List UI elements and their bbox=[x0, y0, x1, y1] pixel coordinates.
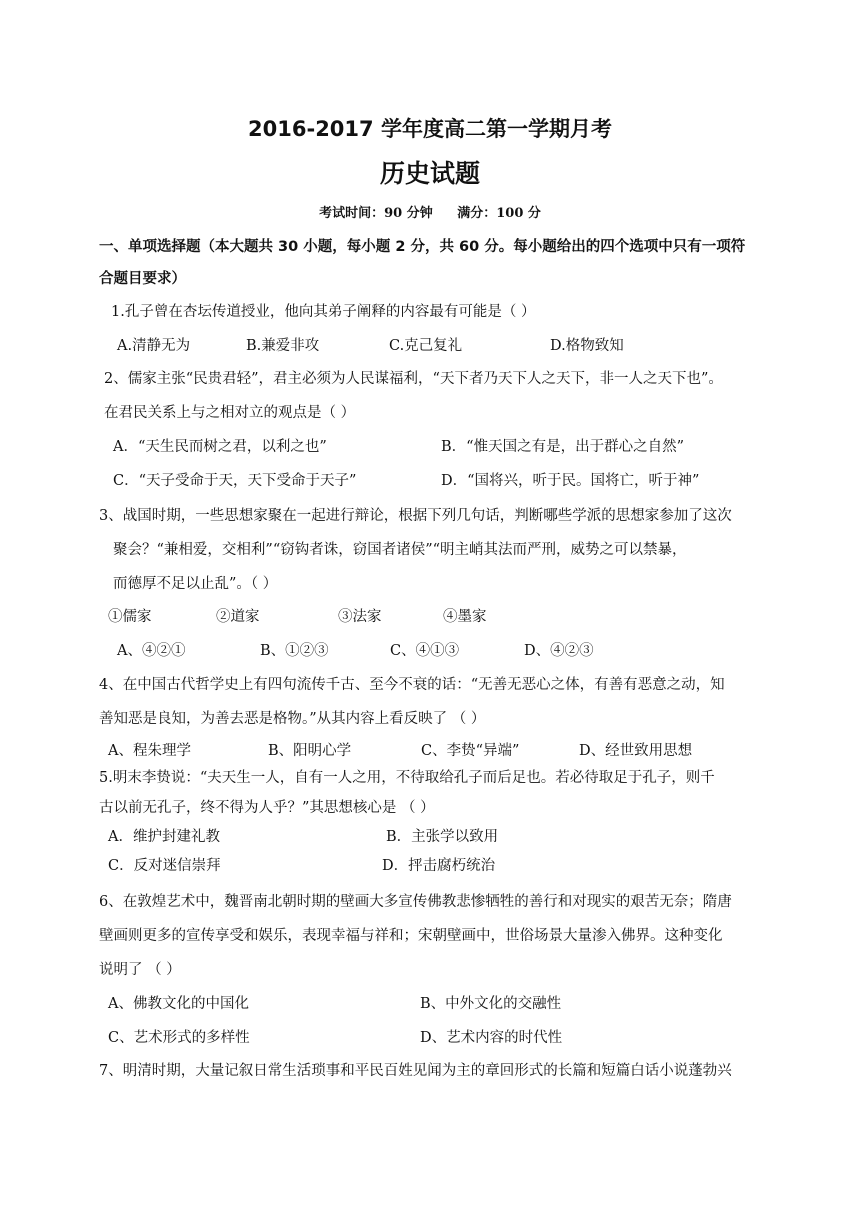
q2-option-b: B．“惟天国之有是，出于群心之自然” bbox=[441, 439, 684, 455]
exam-title: 2016-2017 学年度高二第一学期月考 bbox=[248, 117, 612, 141]
question-5-stem-cont: 古以前无孔子，终不得为人乎？”其思想核心是 （ ） bbox=[99, 800, 435, 816]
exam-info bbox=[0, 202, 860, 221]
question-3-stem-cont: 聚会？“兼相爱，交相利”“窃钩者诛，窃国者诸侯”“明主峭其法而严刑，威势之可以禁暴， bbox=[113, 542, 687, 558]
question-3-stem: 3、战国时期，一些思想家聚在一起进行辩论，根据下列几句话，判断哪些学派的思想家参加了这次 bbox=[99, 508, 732, 524]
q4-option-c: C、李贽“异端” bbox=[421, 743, 520, 759]
q3-item-1: ①儒家 bbox=[108, 609, 152, 625]
q5-option-c: C．反对迷信崇拜 bbox=[108, 858, 221, 874]
q4-option-a: A、程朱理学 bbox=[108, 743, 191, 759]
question-3-stem-end: 而德厚不足以止乱”。（ ） bbox=[113, 576, 278, 592]
q2-option-d: D．“国将兴，听于民。国将亡，听于神” bbox=[441, 473, 700, 489]
q1-option-a: A.清静无为 bbox=[117, 338, 191, 354]
section-heading: 一、单项选择题（本大题共 30 小题，每小题 2 分，共 60 分。每小题给出的四个选项中只有一项符 bbox=[99, 239, 746, 255]
q3-option-b: B、①②③ bbox=[260, 643, 329, 659]
question-7-stem: 7、明清时期，大量记叙日常生活琐事和平民百姓见闻为主的章回形式的长篇和短篇白话小说蓬勃兴 bbox=[99, 1063, 732, 1079]
q2-option-c: C．“天子受命于天，天下受命于天子” bbox=[113, 473, 357, 489]
q4-option-b: B、阳明心学 bbox=[268, 743, 352, 759]
q2-option-a: A．“天生民而树之君，以利之也” bbox=[113, 439, 327, 455]
question-6-stem-end: 说明了 （ ） bbox=[99, 962, 181, 978]
q3-option-c: C、④①③ bbox=[390, 643, 460, 659]
q1-option-d: D.格物致知 bbox=[550, 338, 624, 354]
q5-option-a: A．维护封建礼教 bbox=[108, 829, 220, 845]
question-2-stem-cont: 在君民关系上与之相对立的观点是（ ） bbox=[104, 405, 356, 421]
q6-option-c: C、艺术形式的多样性 bbox=[108, 1030, 250, 1046]
q1-option-b: B.兼爱非攻 bbox=[246, 338, 320, 354]
full-score: 满分：100 分 bbox=[457, 206, 541, 221]
q3-option-d: D、④②③ bbox=[524, 643, 594, 659]
q4-option-d: D、经世致用思想 bbox=[579, 743, 693, 759]
subject-title: 历史试题 bbox=[379, 159, 480, 188]
question-1-stem: 1.孔子曾在杏坛传道授业，他向其弟子阐释的内容最有可能是（ ） bbox=[111, 304, 536, 320]
q3-item-2: ②道家 bbox=[216, 609, 260, 625]
q6-option-b: B、中外文化的交融性 bbox=[420, 996, 562, 1012]
question-2-stem: 2、儒家主张“民贵君轻”，君主必须为人民谋福利，“天下者乃天下人之天下，非一人之天下也”。 bbox=[104, 371, 723, 387]
exam-time: 考试时间：90 分钟 bbox=[319, 206, 433, 221]
q3-item-4: ④墨家 bbox=[443, 609, 487, 625]
q1-option-c: C.克己复礼 bbox=[389, 338, 463, 354]
q6-option-d: D、艺术内容的时代性 bbox=[420, 1030, 563, 1046]
question-4-stem-cont: 善知恶是良知，为善去恶是格物。”从其内容上看反映了 （ ） bbox=[99, 711, 486, 727]
question-6-stem-cont: 壁画则更多的宣传享受和娱乐，表现幸福与祥和；宋朝壁画中，世俗场景大量渗入佛界。这种变化 bbox=[99, 928, 723, 944]
question-5-stem: 5.明末李贽说：“夫天生一人，自有一人之用，不待取给孔子而后足也。若必待取足于孔子，则千 bbox=[99, 770, 715, 786]
q3-item-3: ③法家 bbox=[338, 609, 382, 625]
question-4-stem: 4、在中国古代哲学史上有四句流传千古、至今不衰的话：“无善无恶心之体，有善有恶意之动，知 bbox=[99, 677, 725, 693]
q5-option-d: D．抨击腐朽统治 bbox=[382, 858, 496, 874]
q6-option-a: A、佛教文化的中国化 bbox=[108, 996, 249, 1012]
section-heading-cont: 合题目要求） bbox=[99, 271, 186, 287]
q5-option-b: B．主张学以致用 bbox=[386, 829, 499, 845]
question-6-stem: 6、在敦煌艺术中，魏晋南北朝时期的壁画大多宣传佛教悲惨牺牲的善行和对现实的艰苦无奈；隋唐 bbox=[99, 894, 732, 910]
q3-option-a: A、④②① bbox=[117, 643, 186, 659]
